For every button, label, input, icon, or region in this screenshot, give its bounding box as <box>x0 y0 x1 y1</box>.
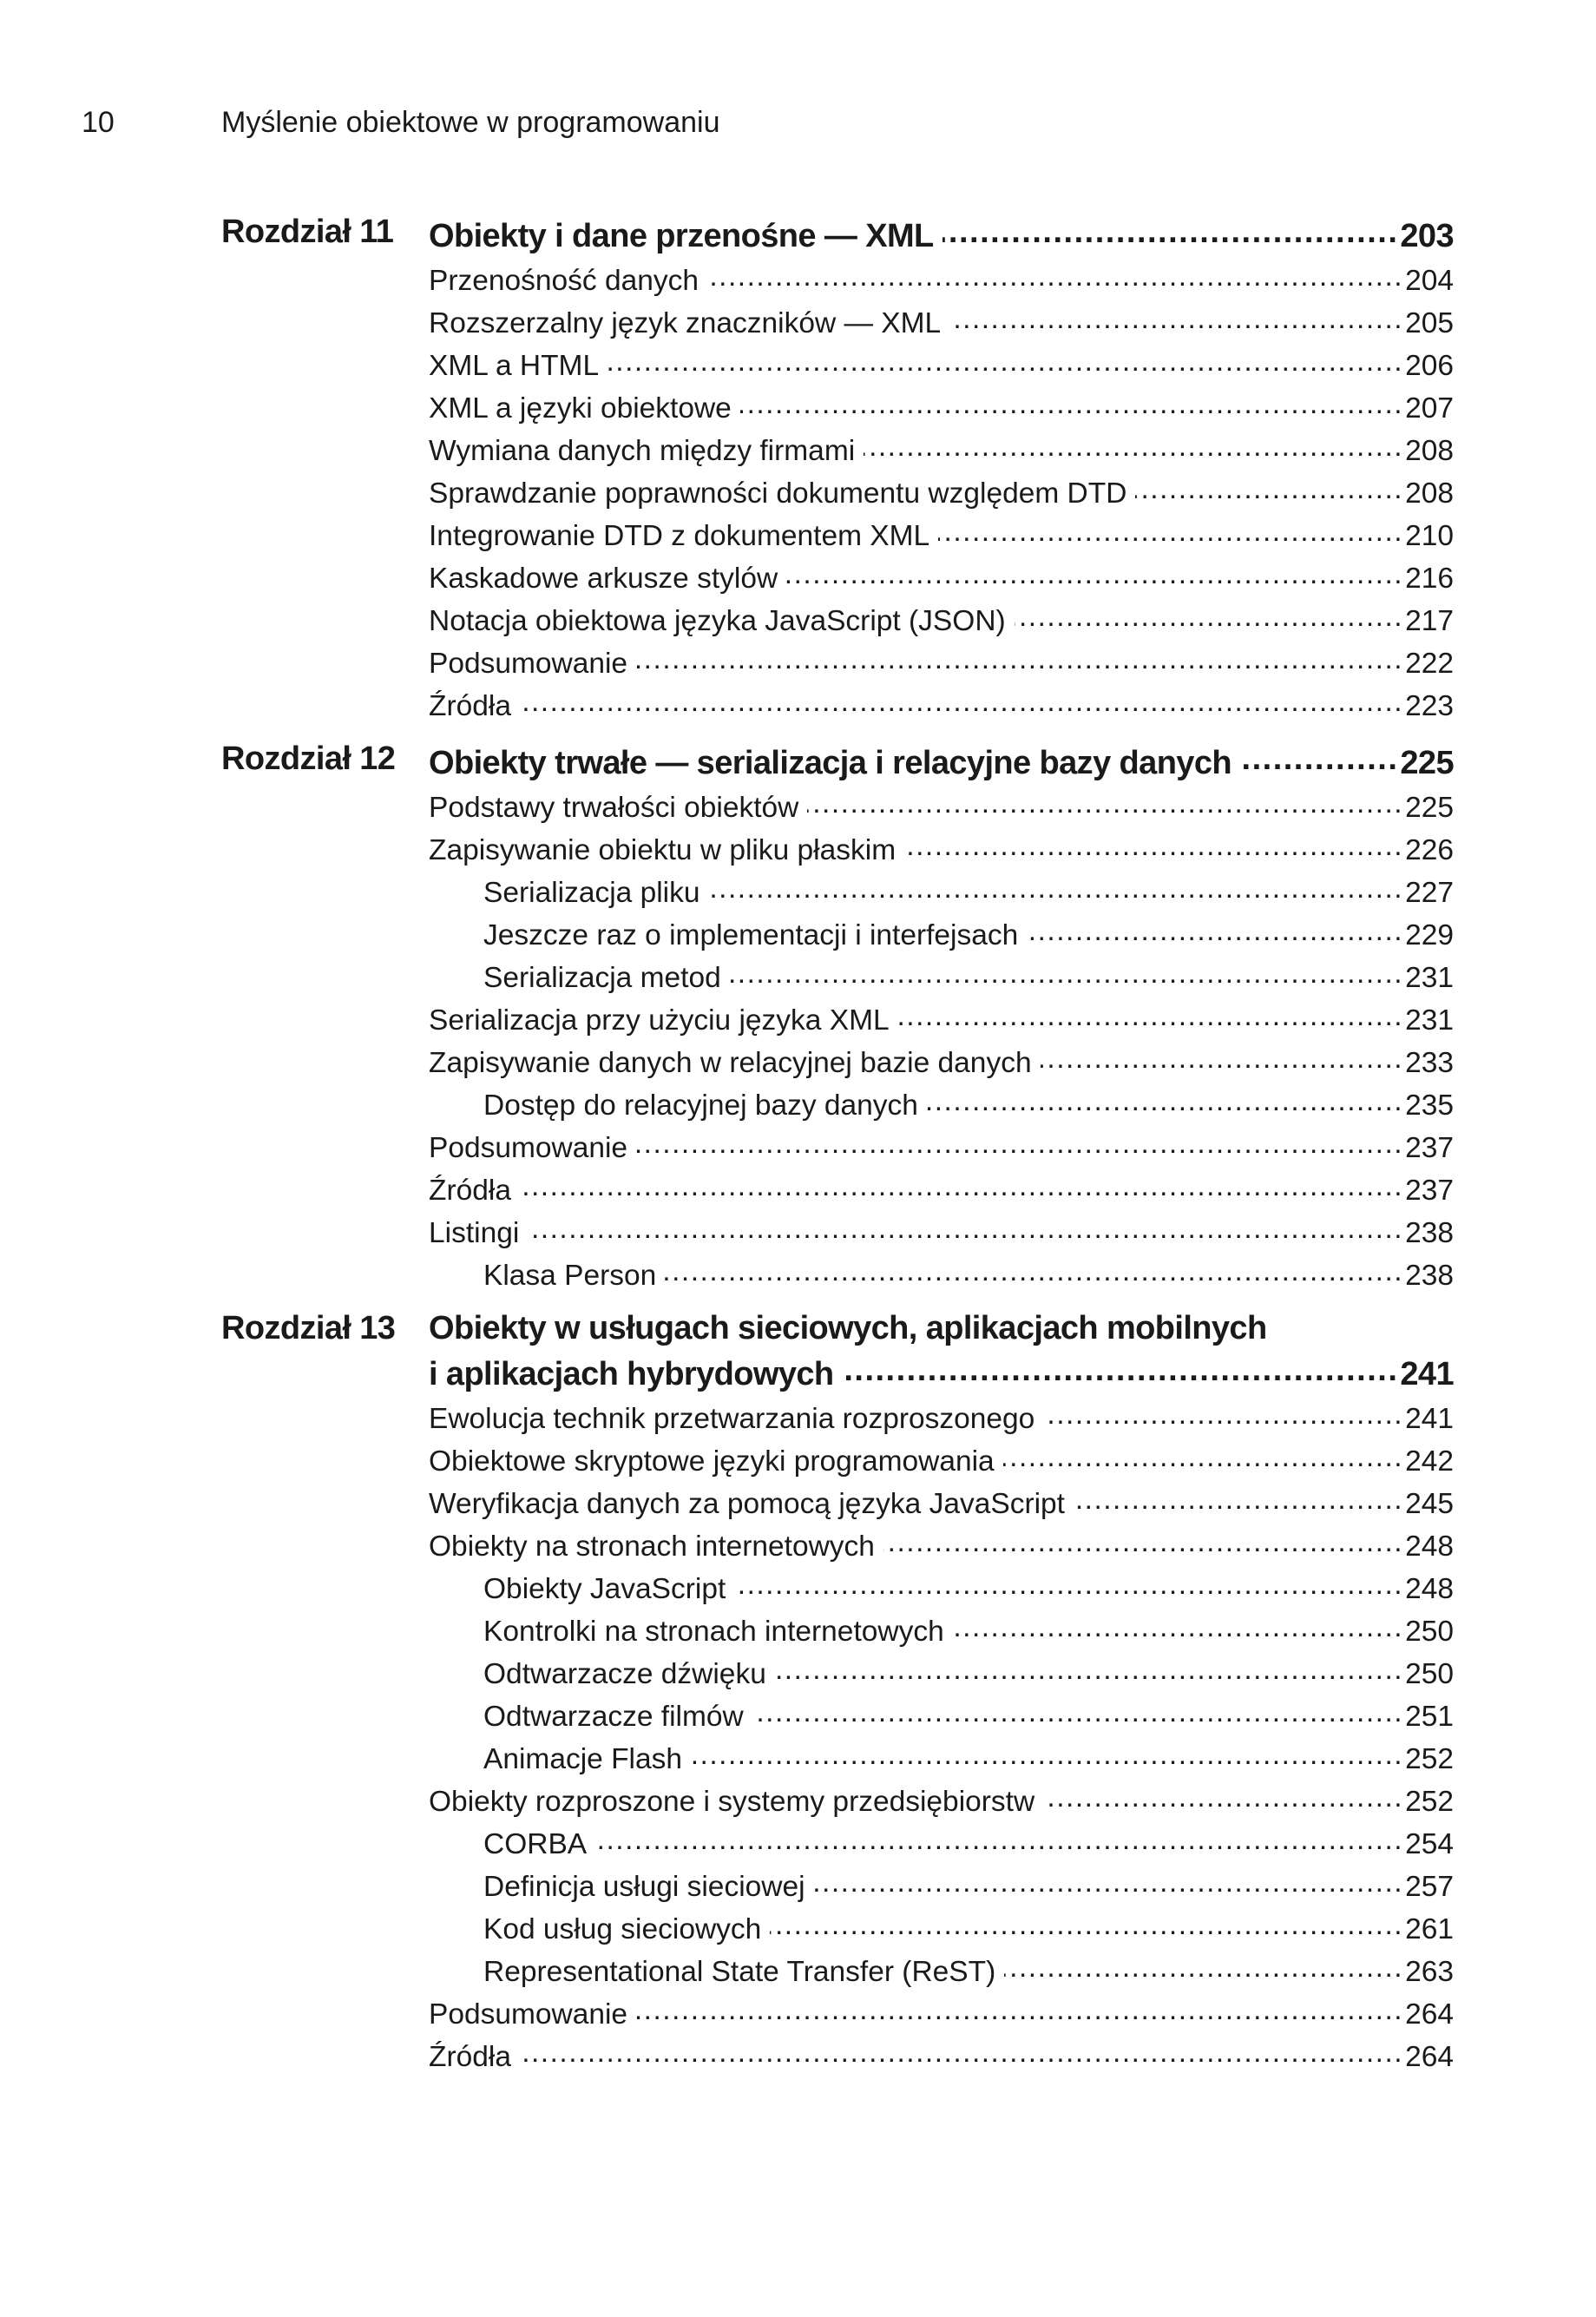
entry-title: Serializacja metod <box>483 961 721 994</box>
entry-page-number: 248 <box>1405 1530 1454 1563</box>
entry-title: Rozszerzalny język znaczników — XML <box>429 306 942 339</box>
dot-leader <box>1135 473 1403 503</box>
dot-leader <box>1043 1399 1403 1428</box>
dot-leader <box>520 2037 1403 2066</box>
dot-leader <box>740 388 1403 418</box>
toc-section-entry[interactable] <box>429 686 1454 728</box>
chapter-title: Obiekty w usługach sieciowych, aplikacjach mobilnych <box>429 1310 1267 1346</box>
chapter-title-row[interactable] <box>429 741 1454 787</box>
entry-title: Obiekty JavaScript <box>483 1572 726 1605</box>
entry-title: Odtwarzacze filmów <box>483 1700 744 1733</box>
entry-title: XML a języki obiektowe <box>429 392 732 425</box>
entry-page-number: 238 <box>1405 1259 1454 1292</box>
dot-leader <box>595 1824 1403 1853</box>
dot-leader <box>1240 741 1398 773</box>
entry-title: Notacja obiektowa języka JavaScript (JSON) <box>429 604 1006 637</box>
dot-leader <box>752 1696 1403 1726</box>
toc-subsection-entry[interactable] <box>483 958 1454 1000</box>
entry-title: Dostęp do relacyjnej bazy danych <box>483 1089 918 1122</box>
entry-title: Obiektowe skryptowe języki programowania <box>429 1445 995 1478</box>
entry-title: Źródła <box>429 2040 511 2073</box>
toc-section-entry[interactable] <box>429 1994 1454 2037</box>
toc-section-entry[interactable] <box>429 1128 1454 1170</box>
entry-title: Kontrolki na stronach internetowych <box>483 1615 944 1648</box>
toc-section-entry[interactable] <box>429 346 1454 388</box>
entry-page-number: 263 <box>1405 1955 1454 1988</box>
dot-leader <box>898 1000 1403 1030</box>
toc-section-entry[interactable] <box>429 787 1454 830</box>
toc-section-entry[interactable] <box>429 1043 1454 1085</box>
entry-title: Zapisywanie danych w relacyjnej bazie danych <box>429 1046 1032 1079</box>
entry-title: Obiekty na stronach internetowych <box>429 1530 875 1563</box>
entry-page-number: 257 <box>1405 1870 1454 1903</box>
chapter-label: Rozdział 13 <box>221 1310 396 1346</box>
entry-title: Integrowanie DTD z dokumentem XML <box>429 519 930 552</box>
dot-leader <box>770 1909 1403 1939</box>
toc-subsection-entry[interactable] <box>483 1696 1454 1739</box>
dot-leader <box>520 686 1403 715</box>
entry-title: Klasa Person <box>483 1259 657 1292</box>
toc-subsection-entry[interactable] <box>483 1611 1454 1654</box>
chapter-label: Rozdział 11 <box>221 214 394 250</box>
entry-page-number: 207 <box>1405 392 1454 425</box>
entry-page-number: 251 <box>1405 1700 1454 1733</box>
entry-page-number: 235 <box>1405 1089 1454 1122</box>
dot-leader <box>608 346 1403 375</box>
toc-section-entry[interactable] <box>429 473 1454 516</box>
entry-page-number: 231 <box>1405 1004 1454 1037</box>
entry-title: Listingi <box>429 1216 520 1249</box>
dot-leader <box>1004 1952 1403 1981</box>
entry-title: Podsumowanie <box>429 647 628 680</box>
toc-subsection-entry[interactable] <box>483 1654 1454 1696</box>
chapter-title-row[interactable] <box>429 1352 1454 1399</box>
toc-section-entry[interactable] <box>429 303 1454 346</box>
chapter-label: Rozdział 12 <box>221 741 396 777</box>
entry-page-number: 222 <box>1405 647 1454 680</box>
dot-leader <box>927 1085 1403 1115</box>
dot-leader <box>707 260 1403 290</box>
chapter-page-number: 203 <box>1400 218 1454 254</box>
entry-page-number: 242 <box>1405 1445 1454 1478</box>
entry-page-number: 264 <box>1405 2040 1454 2073</box>
toc-subsection-entry[interactable] <box>483 915 1454 958</box>
entry-page-number: 261 <box>1405 1912 1454 1945</box>
entry-page-number: 252 <box>1405 1742 1454 1775</box>
toc-section-entry[interactable] <box>429 388 1454 431</box>
entry-page-number: 205 <box>1405 306 1454 339</box>
dot-leader <box>807 787 1403 817</box>
toc-section-entry[interactable] <box>429 516 1454 558</box>
dot-leader <box>938 516 1403 545</box>
entry-page-number: 245 <box>1405 1487 1454 1520</box>
running-head <box>82 106 720 140</box>
toc-chapter <box>221 741 1454 1298</box>
dot-leader <box>953 1611 1403 1641</box>
toc-section-entry[interactable] <box>429 1781 1454 1824</box>
entry-page-number: 250 <box>1405 1615 1454 1648</box>
toc-section-entry[interactable] <box>429 1484 1454 1526</box>
toc-section-entry[interactable] <box>429 260 1454 303</box>
toc-section-entry[interactable] <box>429 601 1454 643</box>
entry-page-number: 208 <box>1405 477 1454 510</box>
entry-page-number: 233 <box>1405 1046 1454 1079</box>
entry-title: Animacje Flash <box>483 1742 683 1775</box>
dot-leader <box>636 643 1403 673</box>
entry-page-number: 248 <box>1405 1572 1454 1605</box>
toc-subsection-entry[interactable] <box>483 1739 1454 1781</box>
toc-section-entry[interactable] <box>429 1441 1454 1484</box>
dot-leader <box>942 214 1399 247</box>
toc-subsection-entry[interactable] <box>483 872 1454 915</box>
toc-section-entry[interactable] <box>429 431 1454 473</box>
toc-section-entry[interactable] <box>429 1213 1454 1255</box>
entry-title: Serializacja pliku <box>483 876 700 909</box>
entry-title: Weryfikacja danych za pomocą języka JavaScript <box>429 1487 1065 1520</box>
dot-leader <box>665 1255 1403 1285</box>
toc-section-entry[interactable] <box>429 643 1454 686</box>
dot-leader <box>528 1213 1403 1242</box>
chapter-title: Obiekty i dane przenośne — XML <box>429 218 934 254</box>
chapter-title-row[interactable] <box>429 1310 1454 1352</box>
toc-section-entry[interactable] <box>429 1000 1454 1043</box>
chapter-title-row[interactable] <box>429 214 1454 260</box>
dot-leader <box>734 1569 1403 1598</box>
entry-title: Kod usług sieciowych <box>483 1912 762 1945</box>
entry-page-number: 241 <box>1405 1402 1454 1435</box>
dot-leader <box>843 1352 1399 1385</box>
entry-page-number: 217 <box>1405 604 1454 637</box>
dot-leader <box>786 558 1403 588</box>
chapter-page-number: 225 <box>1400 745 1454 781</box>
entry-page-number: 229 <box>1405 918 1454 951</box>
chapter-title: i aplikacjach hybrydowych <box>429 1356 834 1392</box>
chapter-page-number: 241 <box>1400 1356 1454 1392</box>
dot-leader <box>904 830 1403 859</box>
entry-title: Ewolucja technik przetwarzania rozproszonego <box>429 1402 1035 1435</box>
dot-leader <box>691 1739 1403 1768</box>
entry-title: Obiekty rozproszone i systemy przedsiębiorstw <box>429 1785 1035 1818</box>
entry-title: Podsumowanie <box>429 1998 628 2031</box>
toc-section-entry[interactable] <box>429 1399 1454 1441</box>
entry-page-number: 264 <box>1405 1998 1454 2031</box>
entry-title: Odtwarzacze dźwięku <box>483 1657 766 1690</box>
dot-leader <box>1015 601 1403 630</box>
toc-subsection-entry[interactable] <box>483 1085 1454 1128</box>
entry-page-number: 237 <box>1405 1174 1454 1207</box>
entry-title: Definicja usługi sieciowej <box>483 1870 805 1903</box>
entry-title: Sprawdzanie poprawności dokumentu względem DTD <box>429 477 1127 510</box>
dot-leader <box>1043 1781 1403 1811</box>
entry-title: Jeszcze raz o implementacji i interfejsach <box>483 918 1019 951</box>
entry-page-number: 208 <box>1405 434 1454 467</box>
entry-title: Representational State Transfer (ReST) <box>483 1955 996 1988</box>
dot-leader <box>636 1994 1403 2024</box>
toc-subsection-entry[interactable] <box>483 1255 1454 1298</box>
entry-page-number: 238 <box>1405 1216 1454 1249</box>
toc-subsection-entry[interactable] <box>483 1952 1454 1994</box>
dot-leader <box>775 1654 1403 1683</box>
entry-page-number: 231 <box>1405 961 1454 994</box>
toc-section-entry[interactable] <box>429 2037 1454 2079</box>
toc-chapter <box>221 1310 1454 2079</box>
dot-leader <box>883 1526 1403 1556</box>
dot-leader <box>1027 915 1403 945</box>
entry-page-number: 206 <box>1405 349 1454 382</box>
chapter-title: Obiekty trwałe — serializacja i relacyjne bazy danych <box>429 745 1231 781</box>
entry-page-number: 225 <box>1405 791 1454 824</box>
entry-page-number: 252 <box>1405 1785 1454 1818</box>
dot-leader <box>1074 1484 1403 1513</box>
entry-page-number: 226 <box>1405 833 1454 866</box>
entry-title: XML a HTML <box>429 349 600 382</box>
entry-title: CORBA <box>483 1827 588 1860</box>
entry-page-number: 223 <box>1405 689 1454 722</box>
toc-subsection-entry[interactable] <box>483 1866 1454 1909</box>
dot-leader <box>709 872 1404 902</box>
entry-title: Podstawy trwałości obiektów <box>429 791 799 824</box>
entry-page-number: 204 <box>1405 264 1454 297</box>
toc-subsection-entry[interactable] <box>483 1569 1454 1611</box>
toc-subsection-entry[interactable] <box>483 1824 1454 1866</box>
dot-leader <box>864 431 1403 460</box>
entry-title: Przenośność danych <box>429 264 699 297</box>
toc-chapter <box>221 214 1454 728</box>
entry-page-number: 210 <box>1405 519 1454 552</box>
toc-section-entry[interactable] <box>429 830 1454 872</box>
dot-leader <box>636 1128 1403 1157</box>
dot-leader <box>1003 1441 1403 1471</box>
entry-page-number: 250 <box>1405 1657 1454 1690</box>
toc-section-entry[interactable] <box>429 1526 1454 1569</box>
entry-title: Zapisywanie obiektu w pliku płaskim <box>429 833 897 866</box>
toc-subsection-entry[interactable] <box>483 1909 1454 1952</box>
entry-title: Serializacja przy użyciu języka XML <box>429 1004 890 1037</box>
entry-title: Podsumowanie <box>429 1131 628 1164</box>
entry-page-number: 227 <box>1405 876 1454 909</box>
dot-leader <box>949 303 1403 332</box>
toc-section-entry[interactable] <box>429 1170 1454 1213</box>
entry-title: Wymiana danych między firmami <box>429 434 856 467</box>
entry-title: Kaskadowe arkusze stylów <box>429 562 778 595</box>
dot-leader <box>520 1170 1403 1200</box>
dot-leader <box>1041 1043 1404 1072</box>
toc-section-entry[interactable] <box>429 558 1454 601</box>
entry-page-number: 216 <box>1405 562 1454 595</box>
entry-page-number: 254 <box>1405 1827 1454 1860</box>
dot-leader <box>814 1866 1404 1896</box>
dot-leader <box>730 958 1403 987</box>
book-title: Myślenie obiektowe w programowaniu <box>221 106 720 139</box>
entry-title: Źródła <box>429 689 511 722</box>
entry-page-number: 237 <box>1405 1131 1454 1164</box>
entry-title: Źródła <box>429 1174 511 1207</box>
table-of-contents <box>221 214 1454 2079</box>
page-number: 10 <box>82 106 115 139</box>
